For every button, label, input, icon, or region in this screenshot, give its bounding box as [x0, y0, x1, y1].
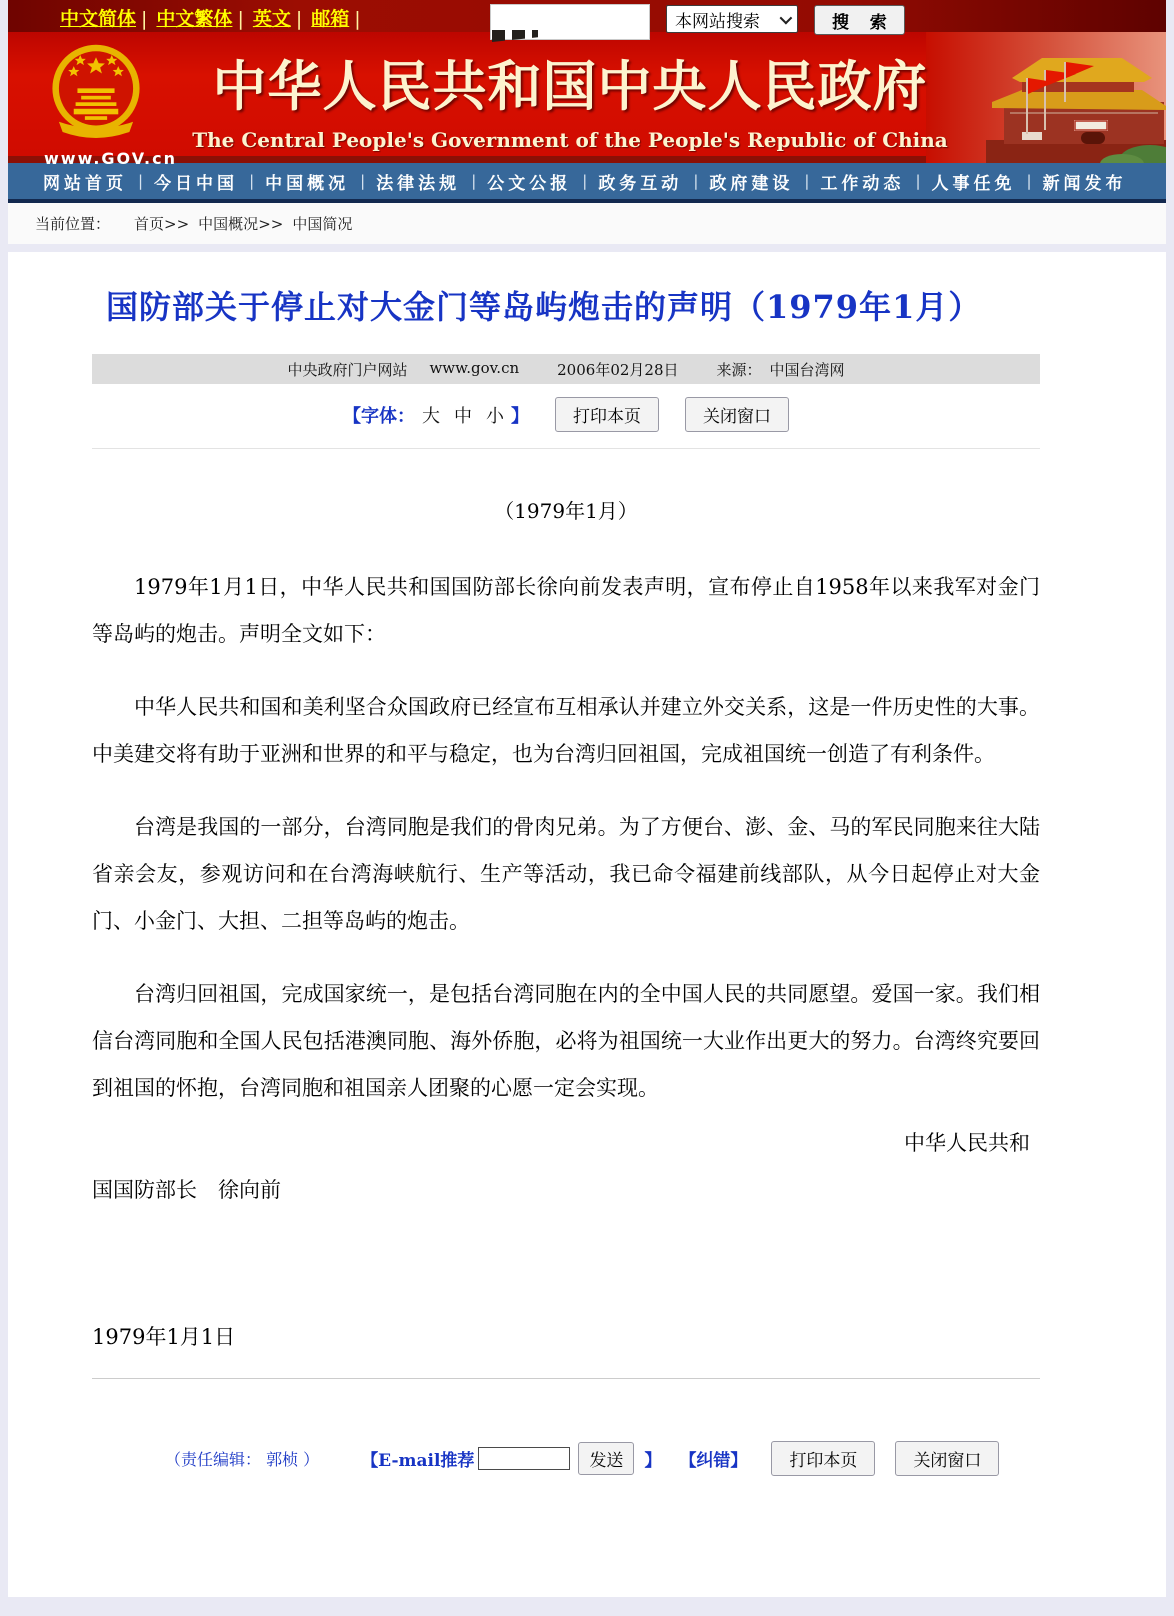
font-controls-row	[92, 397, 1040, 432]
separator: |	[360, 172, 366, 190]
print-page-button-bottom[interactable]: 打印本页	[771, 1441, 875, 1476]
close-window-button-bottom[interactable]: 关闭窗口	[895, 1441, 999, 1476]
separator: |	[804, 172, 810, 190]
error-correction-link[interactable]: 【纠错】	[679, 1451, 748, 1471]
nav-item-laws[interactable]: 法律法规	[376, 173, 461, 194]
language-links	[60, 4, 370, 31]
search-scope-selected-value: 本网站搜索	[675, 11, 760, 32]
tiananmen-image	[926, 32, 1166, 163]
responsible-editor: （责任编辑： 郭桢 ）	[165, 1450, 320, 1469]
breadcrumb-label: 当前位置：	[35, 215, 111, 233]
separator: |	[582, 172, 588, 190]
meta-site-url: www.gov.cn	[429, 358, 520, 377]
nav-item-official-docs[interactable]: 公文公报	[487, 173, 572, 194]
separator: |	[138, 172, 144, 190]
page-title: 国防部关于停止对大金门等岛屿炮击的声明（1979年1月）	[106, 288, 982, 326]
separator: |	[237, 8, 244, 30]
emblem-area	[44, 42, 177, 168]
paragraph: 1979年1月1日，中华人民共和国国防部长徐向前发表声明，宣布停止自1958年以来我军对金门等岛屿的炮击。声明全文如下：	[92, 575, 1040, 646]
site-url[interactable]: www.GOV.cn	[44, 149, 177, 168]
breadcrumb-item-china-profile[interactable]: 中国简况	[292, 215, 353, 233]
font-size-suffix: 】	[511, 405, 529, 427]
nav-item-gov-building[interactable]: 政府建设	[709, 173, 794, 194]
site-subtitle: The Central People's Government of the People's Republic of China	[192, 128, 948, 152]
signature-line-1: 中华人民共和	[904, 1131, 1030, 1155]
mailbox-link[interactable]: 邮箱	[311, 8, 350, 30]
chevron-down-icon	[780, 11, 793, 24]
separator: |	[295, 8, 303, 30]
breadcrumb-arrow: >>	[258, 214, 284, 233]
banner-titles	[184, 44, 956, 152]
separator: |	[249, 172, 255, 190]
nav-item-china-overview[interactable]: 中国概况	[265, 173, 350, 194]
article-meta-bar	[92, 354, 1040, 384]
national-emblem-icon	[48, 42, 144, 144]
site-title: 中华人民共和国中央人民政府	[212, 55, 928, 118]
meta-source: 中国台湾网	[769, 360, 845, 379]
paragraph: 台湾归回祖国，完成国家统一，是包括台湾同胞在内的全中国人民的共同愿望。爱国一家。我们相信台湾同胞和全国人民包括港澳同胞、海外侨胞，必将为祖国统一大业作出更大的努力。台湾终究要回到祖国的怀抱，台湾同胞和祖国亲人团聚的心愿一定会实现。	[92, 982, 1040, 1100]
paragraph: 中华人民共和国和美利坚合众国政府已经宣布互相承认并建立外交关系，这是一件历史性的大事。中美建交将有助于亚洲和世界的和平与稳定，也为台湾归回祖国，完成祖国统一创造了有利条件。	[92, 695, 1040, 766]
paragraph: 台湾是我国的一部分，台湾同胞是我们的骨肉兄弟。为了方便台、澎、金、马的军民同胞来往大陆省亲会友，参观访问和在台湾海峡航行、生产等活动，我已命令福建前线部队，从今日起停止对大金门、小金门、大担、二担等岛屿的炮击。	[92, 815, 1040, 933]
print-page-button[interactable]: 打印本页	[555, 397, 659, 432]
email-recommend-group	[361, 1442, 661, 1475]
breadcrumb	[8, 203, 1166, 244]
nav-item-gov-interaction[interactable]: 政务互动	[598, 173, 683, 194]
divider	[92, 448, 1040, 449]
font-size-small[interactable]: 小	[486, 405, 504, 427]
font-size-large[interactable]: 大	[422, 405, 440, 427]
article	[92, 282, 1040, 1476]
lang-link-english[interactable]: 英文	[252, 8, 291, 30]
send-button[interactable]: 发送	[578, 1442, 634, 1475]
separator: |	[141, 8, 148, 30]
article-footer	[92, 1441, 1040, 1476]
close-window-button[interactable]: 关闭窗口	[685, 397, 789, 432]
breadcrumb-item-china-overview[interactable]: 中国概况	[198, 215, 259, 233]
font-size-medium[interactable]: 中	[454, 405, 472, 427]
nav-item-china-today[interactable]: 今日中国	[154, 173, 239, 194]
separator: |	[693, 172, 699, 190]
meta-source-label: 来源：	[716, 360, 762, 379]
separator: |	[471, 172, 477, 190]
document-subtitle: （1979年1月）	[494, 499, 638, 523]
breadcrumb-arrow: >>	[164, 214, 190, 233]
main-nav	[8, 163, 1166, 203]
lang-link-simplified-chinese[interactable]: 中文简体	[60, 8, 137, 30]
content-panel	[8, 252, 1166, 1597]
email-recommend-input[interactable]	[478, 1447, 570, 1470]
meta-date: 2006年02月28日	[557, 360, 679, 379]
nav-item-home[interactable]: 网站首页	[43, 173, 127, 194]
site-banner	[8, 32, 1166, 168]
nav-item-work-news[interactable]: 工作动态	[820, 173, 905, 194]
horizontal-rule	[92, 1378, 1040, 1379]
email-recommend-label: 【E-mail推荐	[361, 1451, 475, 1471]
article-body	[92, 495, 1040, 1352]
search-scope-select[interactable]	[666, 5, 798, 33]
separator: |	[354, 8, 361, 30]
search-area	[490, 4, 905, 40]
nav-item-press-release[interactable]: 新闻发布	[1042, 173, 1127, 194]
signature-line-2: 国国防部长 徐向前	[92, 1178, 281, 1202]
document-date: 1979年1月1日	[92, 1325, 236, 1349]
topbar	[8, 0, 1166, 32]
search-button[interactable]: 搜 索	[814, 5, 905, 35]
breadcrumb-item-home[interactable]: 首页	[134, 215, 165, 233]
font-size-prefix: 【字体：	[343, 405, 415, 427]
meta-site-name: 中央政府门户网站	[287, 360, 408, 379]
separator: |	[915, 172, 921, 190]
email-recommend-suffix: 】	[644, 1451, 662, 1471]
separator: |	[1026, 172, 1032, 190]
lang-link-traditional-chinese[interactable]: 中文繁体	[156, 8, 233, 30]
page	[8, 0, 1166, 1597]
nav-item-personnel[interactable]: 人事任免	[931, 173, 1016, 194]
